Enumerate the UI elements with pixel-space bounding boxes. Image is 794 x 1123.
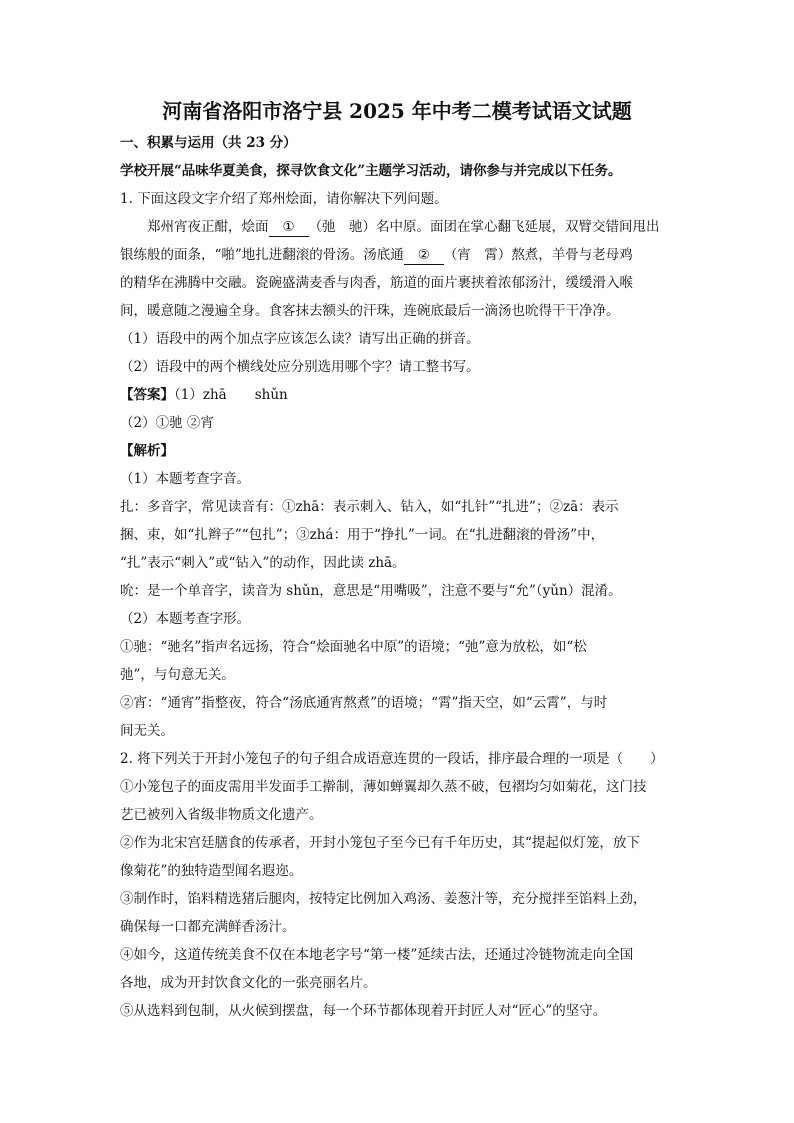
blank-1: ①: [269, 219, 309, 237]
analysis-line: 捆、束，如“扎辫子”“包扎”；③zhá：用于“挣扎”一词。在“扎进翻滚的骨汤”中，: [120, 527, 605, 543]
q2-stem: 2. 将下列关于开封小笼包子的句子组合成语意连贯的一段话，排序最合理的一项是（ ）: [120, 751, 664, 767]
answer-label: 【答案】: [120, 387, 174, 403]
activity-intro: 学校开展“品味华夏美食，探寻饮食文化”主题学习活动，请你参与并完成以下任务。: [120, 163, 622, 179]
sentence-option: 确保每一口都充满鲜香汤汁。: [120, 919, 296, 935]
section-heading: 一、积累与运用（共 23 分）: [120, 135, 297, 151]
page-title: 河南省洛阳市洛宁县 2025 年中考二模考试语文试题: [162, 99, 632, 123]
passage-line: 银练般的面条，“啪”地扎进翻滚的骨汤。汤底通 ② （宵 霄）熬煮，羊骨与老母鸡: [120, 247, 633, 263]
sub-question-1: （1）语段中的两个加点字应该怎么读？请写出正确的拼音。: [120, 331, 480, 347]
analysis-line: 扎：多音字，常见读音有：①zhā：表示刺入、钻入，如“扎针”“扎进”；②zā：表示: [120, 499, 619, 515]
sentence-option: ⑤从选料到包制，从火候到摆盘，每一个环节都体现着开封匠人对“匠心”的坚守。: [120, 1003, 607, 1019]
analysis-line: （1）本题考查字音。: [120, 471, 251, 487]
analysis-line: 吮：是一个单音字，读音为 shǔn，意思是“用嘴吸”，注意不要与“允”（yǔn）混淆。: [120, 583, 622, 599]
passage-line: 间，暖意随之漫遍全身。食客抹去额头的汗珠，连碗底最后一滴汤也吮得干干净净。: [120, 303, 620, 319]
sentence-option: ③制作时，馅料精选猪后腿肉，按特定比例加入鸡汤、姜葱汁等，充分搅拌至馅料上劲，: [120, 891, 647, 907]
analysis-line: 间无关。: [120, 723, 174, 739]
sentence-option: ④如今，这道传统美食不仅在本地老字号“第一楼”延续古法，还通过冷链物流走向全国: [120, 947, 634, 963]
passage-line: 郑州宵夜正酣，烩面 ① （弛 驰）名中原。面团在掌心翻飞延展，双臂交错间甩出: [147, 219, 660, 235]
sentence-option: 各地，成为开封饮食文化的一张亮丽名片。: [120, 975, 377, 991]
analysis-label: 【解析】: [120, 443, 174, 459]
sentence-option: 艺已被列入省级非物质文化遗产。: [120, 807, 323, 823]
analysis-line: ②宵：“通宵”指整夜，符合“汤底通宵熬煮”的语境；“霄”指天空，如“云霄”，与时: [120, 695, 608, 711]
answer-line-2: （2）①驰 ②宵: [120, 415, 214, 431]
analysis-line: 弛”，与句意无关。: [120, 667, 235, 683]
sentence-option: ②作为北宋宫廷膳食的传承者，开封小笼包子至今已有千年历史，其“提起似灯笼，放下: [120, 835, 640, 851]
answer-line: 【答案】（1）zhā shǔn: [120, 387, 288, 403]
blank-2: ②: [404, 247, 444, 265]
sub-question-2: （2）语段中的两个横线处应分别选用哪个字？请工整书写。: [120, 359, 480, 375]
sentence-option: 像菊花”的独特造型闻名遐迩。: [120, 863, 303, 879]
analysis-line: “扎”表示“刺入”或“钻入”的动作，因此读 zhā。: [120, 555, 406, 571]
passage-line: 的精华在沸腾中交融。瓷碗盛满麦香与肉香，筋道的面片裹挟着浓郁汤汁，缓缓滑入喉: [120, 275, 633, 291]
analysis-line: （2）本题考查字形。: [120, 611, 251, 627]
q1-stem: 1. 下面这段文字介绍了郑州烩面，请你解决下列问题。: [120, 191, 448, 207]
sentence-option: ①小笼包子的面皮需用半发面手工擀制，薄如蝉翼却久蒸不破，包褶均匀如菊花，这门技: [120, 779, 647, 795]
analysis-line: ①驰：“驰名”指声名远扬，符合“烩面驰名中原”的语境；“弛”意为放松，如“松: [120, 639, 587, 655]
